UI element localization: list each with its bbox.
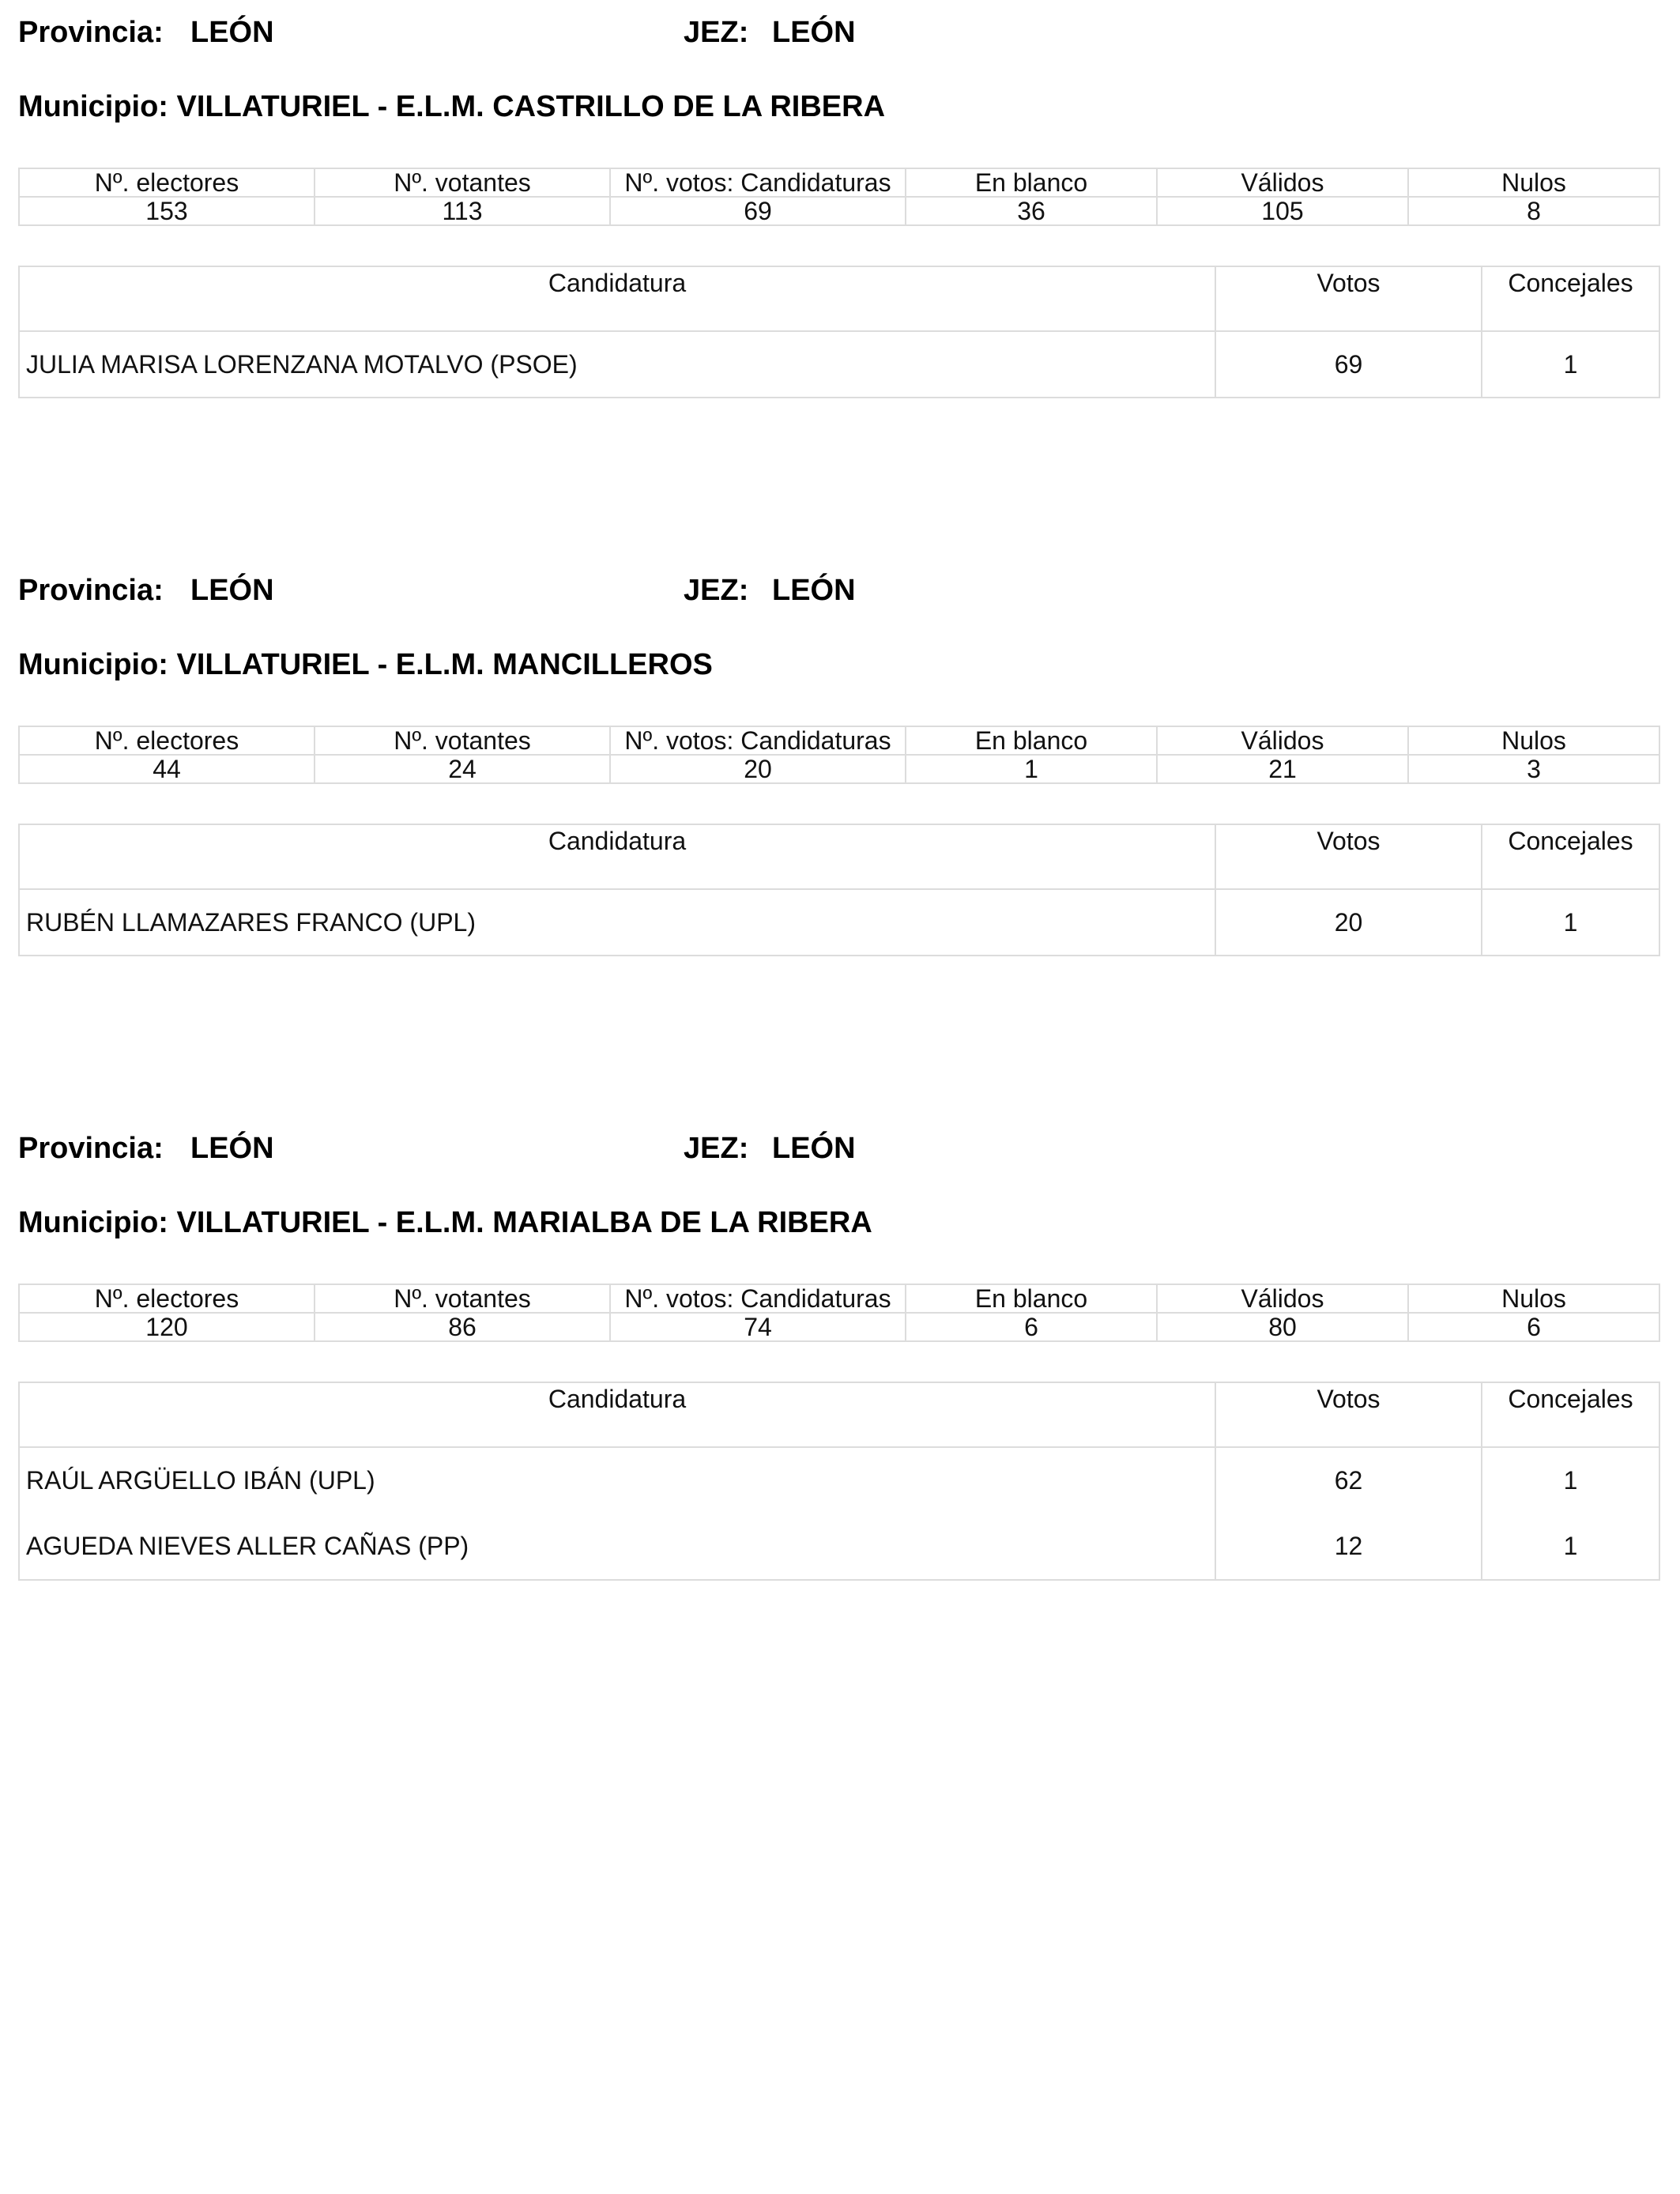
concejales-header: Concejales [1482,266,1659,331]
provincia-label: Provincia: [18,16,164,49]
stats-value: 69 [610,197,906,225]
stats-value: 153 [19,197,315,225]
stats-header: Nº. votos: Candidaturas [610,726,906,755]
municipio-title [18,90,1659,130]
jez-value: LEÓN [772,1132,856,1165]
concejales-header: Concejales [1482,1382,1659,1447]
stats-header: Nº. votos: Candidaturas [610,1284,906,1313]
provincia-label: Provincia: [18,574,164,607]
stats-value: 120 [19,1313,315,1341]
stats-header: Nulos [1408,168,1659,197]
candidate-name: JULIA MARISA LORENZANA MOTALVO (PSOE) [19,331,1215,398]
candidatura-header: Candidatura [19,266,1215,331]
stats-value: 8 [1408,197,1659,225]
province-header [18,1132,1659,1171]
stats-header: Nº. votos: Candidaturas [610,168,906,197]
province-header [18,574,1659,613]
stats-value: 20 [610,755,906,783]
stats-header: Nº. electores [19,726,315,755]
stats-value: 3 [1408,755,1659,783]
candidate-concejales: 1 [1482,1514,1659,1580]
candidates-table [18,1382,1660,1581]
candidates-table [18,824,1660,956]
stats-value: 105 [1157,197,1408,225]
candidates-header-row [19,1382,1659,1447]
stats-value: 74 [610,1313,906,1341]
municipio-label: Municipio: [18,90,168,123]
municipio-value: VILLATURIEL - E.L.M. MARIALBA DE LA RIBERA [176,1206,872,1239]
section-marialba [18,1132,1659,1581]
provincia-label: Provincia: [18,1132,164,1165]
stats-value: 36 [906,197,1157,225]
stats-header: En blanco [906,168,1157,197]
candidate-votos: 69 [1215,331,1482,398]
stats-value: 44 [19,755,315,783]
stats-header: En blanco [906,1284,1157,1313]
stats-table [18,726,1660,784]
stats-table [18,168,1660,226]
provincia-value: LEÓN [190,16,274,49]
concejales-header: Concejales [1482,824,1659,889]
stats-header-row [19,168,1659,197]
candidates-table [18,266,1660,398]
province-header [18,16,1659,55]
candidate-concejales: 1 [1482,889,1659,956]
municipio-value: VILLATURIEL - E.L.M. CASTRILLO DE LA RIBERA [176,90,886,123]
stats-value-row [19,1313,1659,1341]
stats-value: 86 [315,1313,610,1341]
stats-header: Nº. votantes [315,168,610,197]
municipio-title [18,1206,1659,1246]
table-row [19,331,1659,398]
table-row [19,1447,1659,1514]
stats-value: 113 [315,197,610,225]
stats-value: 6 [1408,1313,1659,1341]
stats-value: 24 [315,755,610,783]
stats-header: Válidos [1157,168,1408,197]
stats-header: Válidos [1157,1284,1408,1313]
municipio-label: Municipio: [18,1206,168,1239]
candidate-concejales: 1 [1482,1447,1659,1514]
votos-header: Votos [1215,824,1482,889]
stats-value: 6 [906,1313,1157,1341]
candidate-name: RAÚL ARGÜELLO IBÁN (UPL) [19,1447,1215,1514]
candidate-name: RUBÉN LLAMAZARES FRANCO (UPL) [19,889,1215,956]
candidate-concejales: 1 [1482,331,1659,398]
stats-value: 1 [906,755,1157,783]
stats-header: Nº. electores [19,168,315,197]
jez-value: LEÓN [772,16,856,49]
stats-header-row [19,1284,1659,1313]
provincia-value: LEÓN [190,574,274,607]
stats-header: Nº. votantes [315,726,610,755]
candidates-header-row [19,824,1659,889]
candidate-votos: 20 [1215,889,1482,956]
provincia-value: LEÓN [190,1132,274,1165]
section-mancilleros [18,574,1659,956]
candidates-header-row [19,266,1659,331]
stats-value: 21 [1157,755,1408,783]
table-row [19,889,1659,956]
stats-header: Válidos [1157,726,1408,755]
candidate-name: AGUEDA NIEVES ALLER CAÑAS (PP) [19,1514,1215,1580]
jez-label: JEZ: [684,1132,749,1165]
stats-header: En blanco [906,726,1157,755]
votos-header: Votos [1215,1382,1482,1447]
candidatura-header: Candidatura [19,824,1215,889]
jez-value: LEÓN [772,574,856,607]
municipio-title [18,648,1659,688]
table-row [19,1514,1659,1580]
stats-table [18,1284,1660,1342]
stats-header: Nº. electores [19,1284,315,1313]
stats-header: Nulos [1408,726,1659,755]
jez-label: JEZ: [684,16,749,49]
stats-value-row [19,755,1659,783]
stats-header-row [19,726,1659,755]
stats-header: Nº. votantes [315,1284,610,1313]
candidate-votos: 62 [1215,1447,1482,1514]
jez-label: JEZ: [684,574,749,607]
municipio-value: VILLATURIEL - E.L.M. MANCILLEROS [176,648,713,681]
municipio-label: Municipio: [18,648,168,681]
stats-value: 80 [1157,1313,1408,1341]
section-castrillo [18,16,1659,398]
stats-header: Nulos [1408,1284,1659,1313]
stats-value-row [19,197,1659,225]
candidate-votos: 12 [1215,1514,1482,1580]
candidatura-header: Candidatura [19,1382,1215,1447]
votos-header: Votos [1215,266,1482,331]
